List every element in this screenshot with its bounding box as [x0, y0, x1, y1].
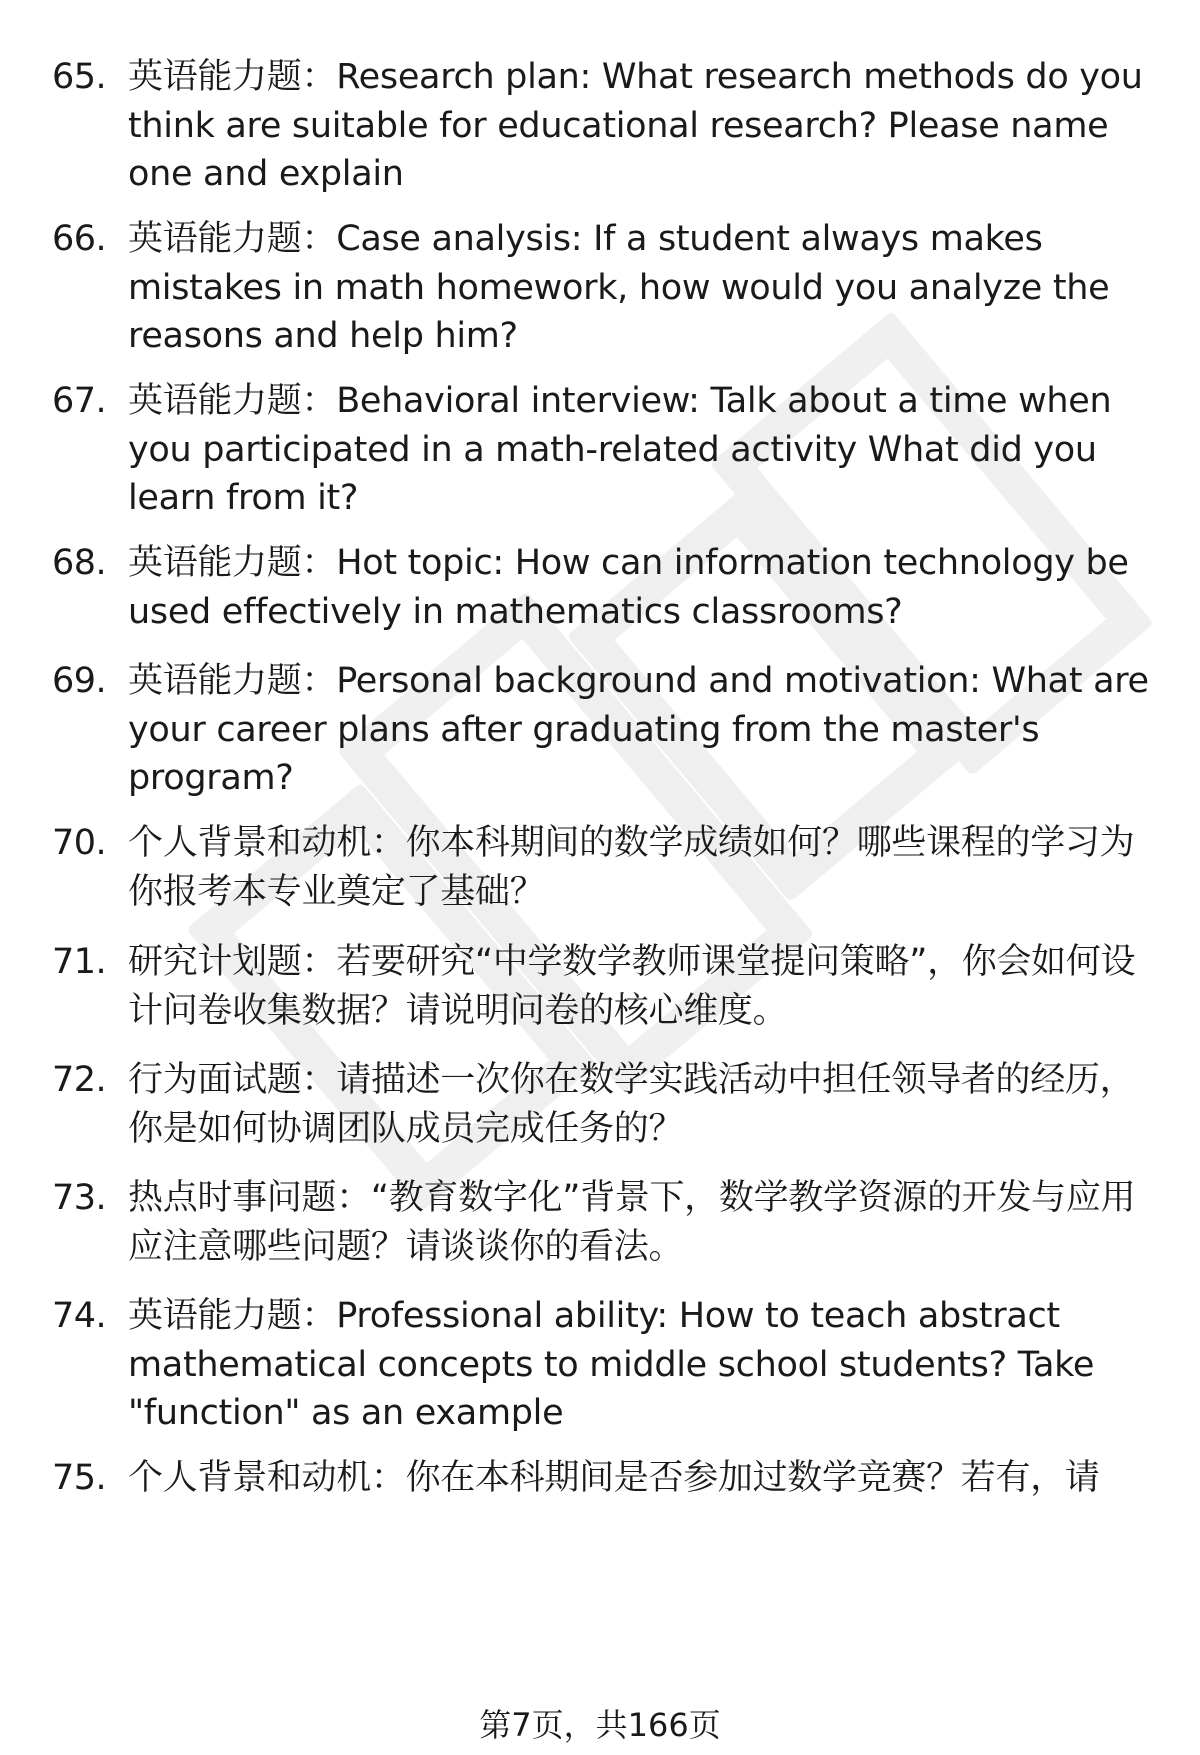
question-text: 英语能力题：Research plan: What research methods do you think are suitable for educational research? Please name one and explain: [128, 57, 1143, 194]
question-number: 65.: [52, 57, 107, 97]
question-text: 英语能力题：Behavioral interview: Talk about a time when you participated in a math-related activity What did you learn from it?: [128, 381, 1112, 518]
question-number: 72.: [52, 1060, 107, 1100]
question-number: 69.: [52, 661, 107, 701]
question-number: 67.: [52, 381, 107, 421]
question-number: 71.: [52, 942, 107, 982]
question-number: 75.: [52, 1458, 107, 1498]
question-number: 68.: [52, 543, 107, 583]
question-text: 英语能力题：Case analysis: If a student always makes mistakes in math homework, how would you analyze the reasons and help him?: [128, 219, 1110, 356]
question-number: 70.: [52, 823, 107, 863]
question-number: 74.: [52, 1296, 107, 1336]
page-footer: 第7页，共166页: [479, 1706, 721, 1744]
question-text: 热点时事问题：“教育数字化”背景下，数学教学资源的开发与应用应注意哪些问题？请谈谈你的看法。: [128, 1178, 1136, 1267]
question-text: 个人背景和动机：你本科期间的数学成绩如何？哪些课程的学习为你报考本专业奠定了基础？: [128, 823, 1135, 912]
question-text: 个人背景和动机：你在本科期间是否参加过数学竞赛？若有，请: [128, 1458, 1100, 1498]
question-text: 英语能力题：Personal background and motivation: What are your career plans after graduating from the master's program?: [128, 661, 1149, 798]
question-number: 73.: [52, 1178, 107, 1218]
question-number: 66.: [52, 219, 107, 259]
question-text: 研究计划题：若要研究“中学数学教师课堂提问策略”，你会如何设计问卷收集数据？请说明问卷的核心维度。: [128, 942, 1136, 1031]
question-text: 英语能力题：Hot topic: How can information technology be used effectively in mathematics classrooms?: [128, 543, 1129, 632]
question-text: 行为面试题：请描述一次你在数学实践活动中担任领导者的经历，你是如何协调团队成员完成任务的？: [128, 1060, 1135, 1149]
question-text: 英语能力题：Professional ability: How to teach abstract mathematical concepts to middle school students? Take "function" as an example: [128, 1296, 1095, 1433]
